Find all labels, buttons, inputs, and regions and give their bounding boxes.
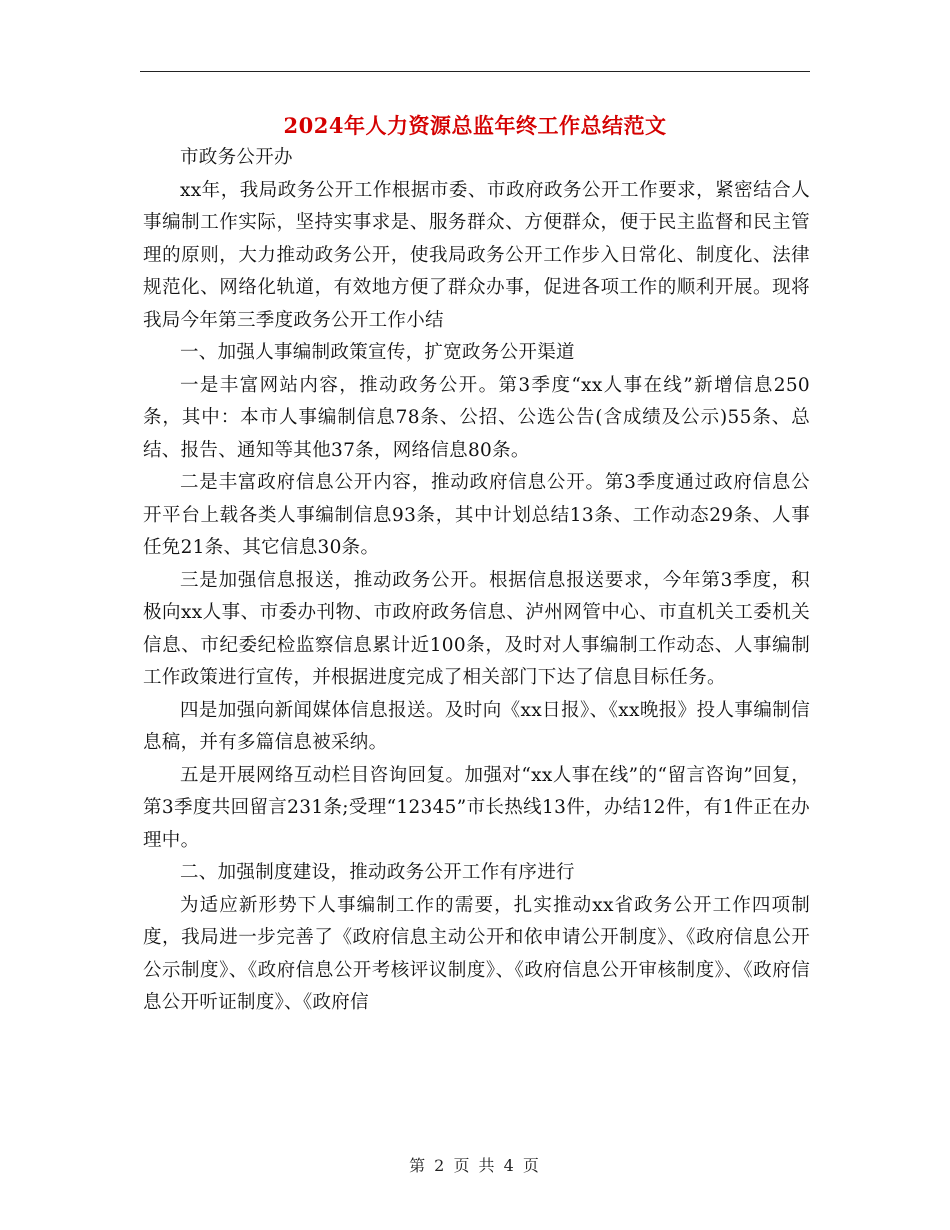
paragraph-item-3: 三是加强信息报送，推动政务公开。根据信息报送要求，今年第3季度，积极向xx人事、市委办刊物、市政府政务信息、泸州网管中心、市直机关工委机关信息、市纪委纪检监察信息累计近100条，及时对人事编制工作动态、人事编制工作政策进行宣传，并根据进度完成了相关部门下达了信息目标任务。 [143, 569, 810, 688]
paragraph-recipient: 市政务公开办 [180, 147, 293, 168]
document-body [143, 142, 810, 1020]
header-rule [140, 71, 810, 72]
paragraph-item-4: 四是加强向新闻媒体信息报送。及时向《xx日报》、《xx晚报》投人事编制信息稿，并有多篇信息被采纳。 [143, 699, 810, 753]
page-footer: 第 2 页 共 4 页 [409, 1156, 541, 1175]
paragraph-item-2: 二是丰富政府信息公开内容，推动政府信息公开。第3季度通过政府信息公开平台上载各类人事编制信息93条，其中计划总结13条、工作动态29条、人事任免21条、其它信息30条。 [143, 472, 810, 558]
section-heading-1: 一、加强人事编制政策宣传，扩宽政务公开渠道 [180, 342, 575, 363]
document-title: 2024年人力资源总监年终工作总结范文 [283, 113, 667, 138]
paragraph-item-5: 五是开展网络互动栏目咨询回复。加强对“xx人事在线”的“留言咨询”回复，第3季度共回留言231条;受理“12345”市长热线13件，办结12件，有1件正在办理中。 [143, 764, 811, 851]
paragraph-item-1: 一是丰富网站内容，推动政务公开。第3季度“xx人事在线”新增信息250条，其中：本市人事编制信息78条、公招、公选公告(含成绩及公示)55条、总结、报告、通知等其他37条，网络信息80条。 [143, 374, 810, 461]
section-heading-2: 二、加强制度建设，推动政务公开工作有序进行 [180, 862, 575, 883]
paragraph-intro: xx年，我局政务公开工作根据市委、市政府政务公开工作要求，紧密结合人事编制工作实际，坚持实事求是、服务群众、方便群众，便于民主监督和民主管理的原则，大力推动政务公开，使我局政务公开工作步入日常化、制度化、法律规范化、网络化轨道，有效地方便了群众办事，促进各项工作的顺利开展。现将我局今年第三季度政务公开工作小结 [143, 179, 810, 331]
paragraph-item-6: 为适应新形势下人事编制工作的需要，扎实推动xx省政务公开工作四项制度，我局进一步完善了《政府信息主动公开和依申请公开制度》、《政府信息公开公示制度》、《政府信息公开考核评议制度》、《政府信息公开审核制度》、《政府信息公开听证制度》、《政府信 [143, 894, 810, 1013]
